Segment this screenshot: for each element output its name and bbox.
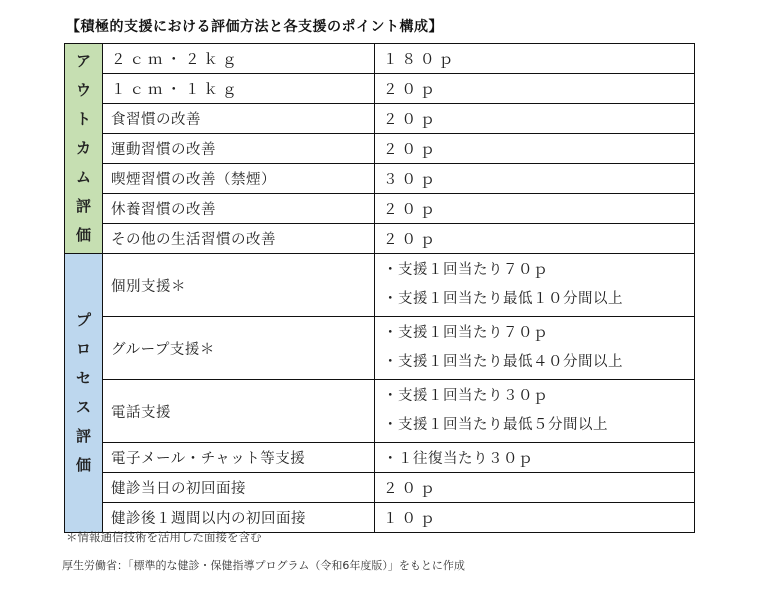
- table-row: [65, 194, 695, 224]
- value-cell: ・１往復当たり３０ｐ: [375, 443, 695, 473]
- table-row: [65, 473, 695, 503]
- category-char: カ: [75, 139, 91, 157]
- value-cell: １０ｐ: [375, 503, 695, 533]
- value-cell: １８０ｐ: [375, 44, 695, 74]
- value-cell: ２０ｐ: [375, 473, 695, 503]
- item-cell: 喫煙習慣の改善（禁煙）: [103, 164, 375, 194]
- table-row: [65, 74, 695, 104]
- table-row: [65, 443, 695, 473]
- value-cell: ３０ｐ: [375, 164, 695, 194]
- value-cell: [375, 254, 695, 317]
- value-cell: ２０ｐ: [375, 104, 695, 134]
- table-row: [65, 503, 695, 533]
- footnote: ＊情報通信技術を活用した面接を含む: [66, 530, 262, 544]
- process-category-cell: [65, 254, 103, 533]
- outcome-category-cell: [65, 44, 103, 254]
- source-note: 厚生労働省：「標準的な健診・保健指導プログラム（令和6年度版）」をもとに作成: [62, 559, 465, 572]
- item-cell: 食習慣の改善: [103, 104, 375, 134]
- table-row: [65, 254, 695, 317]
- value-cell: ２０ｐ: [375, 74, 695, 104]
- item-cell: その他の生活習慣の改善: [103, 224, 375, 254]
- category-char: 評: [75, 427, 91, 445]
- item-cell: 健診後１週間以内の初回面接: [103, 503, 375, 533]
- item-cell: 運動習慣の改善: [103, 134, 375, 164]
- item-cell: グループ支援＊: [103, 317, 375, 380]
- value-line: ・支援１回当たり７０ｐ: [383, 325, 548, 341]
- item-cell: 個別支援＊: [103, 254, 375, 317]
- item-cell: 健診当日の初回面接: [103, 473, 375, 503]
- table-row: [65, 44, 695, 74]
- table-row: [65, 104, 695, 134]
- value-line: ・支援１回当たり最低１０分間以上: [383, 291, 623, 307]
- item-cell: ２ｃｍ・２ｋｇ: [103, 44, 375, 74]
- value-cell: ２０ｐ: [375, 224, 695, 254]
- table-row: [65, 164, 695, 194]
- category-char: ム: [75, 168, 91, 186]
- category-char: ト: [75, 110, 91, 128]
- category-char: ア: [75, 52, 91, 70]
- value-line: ・支援１回当たり最低５分間以上: [383, 417, 608, 433]
- category-char: 評: [75, 197, 91, 215]
- item-cell: 電子メール・チャット等支援: [103, 443, 375, 473]
- table-row: [65, 380, 695, 443]
- category-char: ウ: [75, 81, 91, 99]
- category-char: ス: [75, 398, 91, 416]
- value-cell: ２０ｐ: [375, 134, 695, 164]
- item-cell: 電話支援: [103, 380, 375, 443]
- value-line: ・支援１回当たり７０ｐ: [383, 262, 548, 278]
- category-char: ロ: [75, 340, 91, 358]
- item-cell: １ｃｍ・１ｋｇ: [103, 74, 375, 104]
- category-char: プ: [75, 311, 91, 329]
- value-line: ・支援１回当たり最低４０分間以上: [383, 354, 623, 370]
- table-row: [65, 134, 695, 164]
- table-caption: 【積極的支援における評価方法と各支援のポイント構成】: [66, 19, 443, 35]
- value-cell: [375, 317, 695, 380]
- table-row: [65, 317, 695, 380]
- value-cell: [375, 380, 695, 443]
- points-table: [64, 43, 695, 533]
- value-cell: ２０ｐ: [375, 194, 695, 224]
- category-char: 価: [75, 226, 91, 244]
- category-char: 価: [75, 456, 91, 474]
- category-char: セ: [75, 369, 91, 387]
- table-row: [65, 224, 695, 254]
- value-line: ・支援１回当たり３０ｐ: [383, 388, 548, 404]
- item-cell: 休養習慣の改善: [103, 194, 375, 224]
